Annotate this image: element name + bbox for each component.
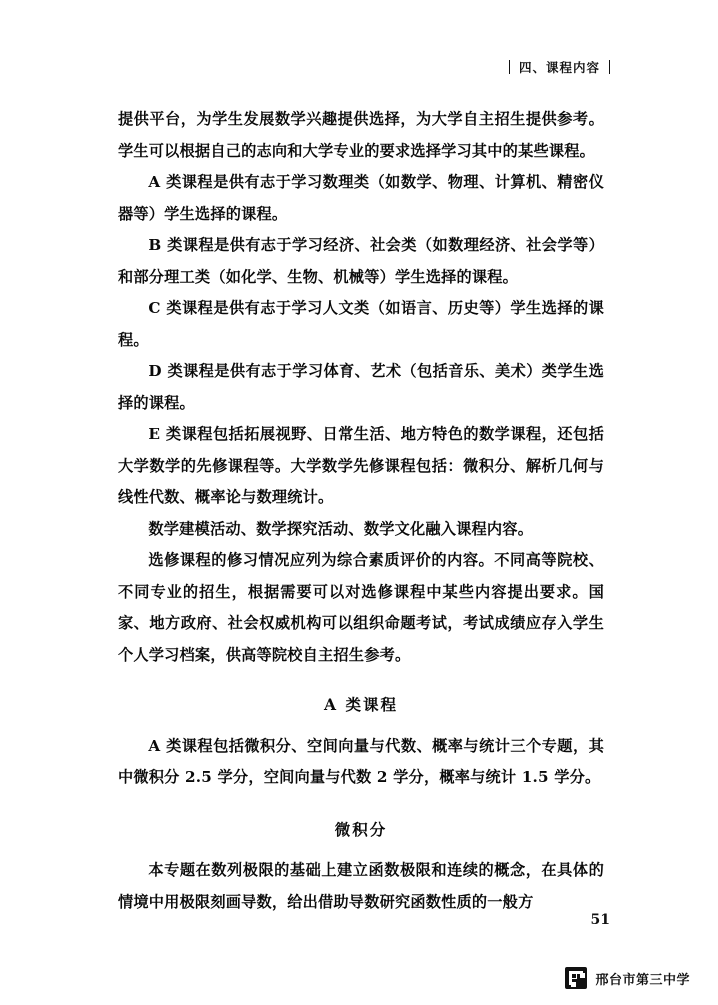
running-header — [509, 58, 610, 76]
paragraph: A 类课程包括微积分、空间向量与代数、概率与统计三个专题，其中微积分 2.5 学分，空间向量与代数 2 学分，概率与统计 1.5 学分。 — [118, 736, 604, 786]
paragraph: 选修课程的修习情况应列为综合素质评价的内容。不同高等院校、不同专业的招生，根据需要可以对选修课程中某些内容提出要求。国家、地方政府、社会权威机构可以组织命题考试，考试成绩应存入学生个人学习档案，供高等院校自主招生参考。 — [118, 551, 604, 664]
section-heading-calculus: 微积分 — [334, 819, 388, 839]
paragraph: C 类课程是供有志于学习人文类（如语言、历史等）学生选择的课程。 — [118, 299, 604, 349]
paragraph: E 类课程包括拓展视野、日常生活、地方特色的数学课程，还包括大学数学的先修课程等。大学数学先修课程包括：微积分、解析几何与线性代数、概率论与数理统计。 — [118, 425, 604, 506]
header-rule-left — [509, 60, 510, 74]
header-title: 四、课程内容 — [518, 60, 600, 75]
footer-watermark — [565, 967, 690, 989]
body-content — [118, 104, 604, 918]
paragraph: 本专题在数列极限的基础上建立函数极限和连续的概念，在具体的情境中用极限刻画导数，给出借助导数研究函数性质的一般方 — [118, 861, 604, 911]
paragraph: 数学建模活动、数学探究活动、数学文化融入课程内容。 — [148, 519, 534, 538]
paragraph: B 类课程是供有志于学习经济、社会类（如数理经济、社会学等）和部分理工类（如化学、生物、机械等）学生选择的课程。 — [118, 236, 604, 286]
qr-code-icon — [565, 967, 587, 989]
paragraph: 提供平台，为学生发展数学兴趣提供选择，为大学自主招生提供参考。学生可以根据自己的志向和大学专业的要求选择学习其中的某些课程。 — [118, 110, 604, 160]
page-number: 51 — [590, 912, 610, 928]
header-rule-right — [609, 60, 610, 74]
paragraph: A 类课程是供有志于学习数理类（如数学、物理、计算机、精密仪器等）学生选择的课程。 — [118, 173, 604, 223]
paragraph: D 类课程是供有志于学习体育、艺术（包括音乐、美术）类学生选择的课程。 — [118, 362, 604, 412]
footer-watermark-label: 邢台市第三中学 — [595, 972, 690, 988]
section-heading-a-courses: A 类课程 — [324, 695, 398, 714]
